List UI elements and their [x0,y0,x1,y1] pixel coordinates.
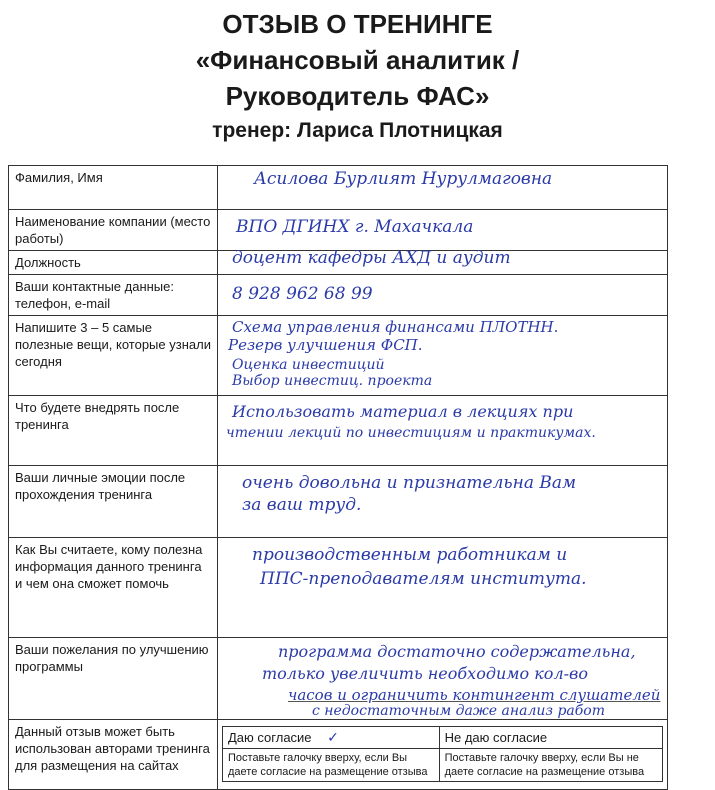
label-name: Фамилия, Имя [9,166,218,210]
label-audience: Как Вы считаете, кому полезна информация данного тренинга и чем она сможет помочь [9,538,218,638]
row-contacts [9,275,668,316]
feedback-form [8,165,668,790]
label-wishes: Ваши пожелания по улучшению программы [9,638,218,720]
handwritten-wishes-1: программа достаточно содержательна, [278,642,636,661]
document-header [0,6,715,146]
title-line-3: Руководитель ФАС» [225,81,490,111]
handwritten-company: ВПО ДГИНХ г. Махачкала [236,217,474,237]
row-implement [9,396,668,466]
handwritten-emotions-2: за ваш труд. [242,495,362,515]
disagree-label: Не даю согласие [444,730,548,745]
label-useful: Напишите 3 – 5 самые полезные вещи, которые узнали сегодня [9,316,218,396]
title-line-2: «Финансовый аналитик / [195,45,520,75]
row-wishes [9,638,668,720]
row-useful [9,316,668,396]
handwritten-contacts: 8 928 962 68 99 [232,284,373,304]
answer-company[interactable] [218,210,668,251]
disagree-hint: Поставьте галочку вверху, если Вы не даете согласие на размещение отзыва [439,749,662,782]
row-audience [9,538,668,638]
label-consent: Данный отзыв может быть использован авторами тренинга для размещения на сайтах [9,720,218,790]
row-emotions [9,466,668,538]
handwritten-emotions-1: очень довольна и признательна Вам [242,473,577,493]
handwritten-useful-2: Резерв улучшения ФСП. [228,336,423,354]
label-implement: Что будете внедрять после тренинга [9,396,218,466]
label-contacts: Ваши контактные данные: телефон, e-mail [9,275,218,316]
trainer-name: тренер: Лариса Плотницкая [212,119,503,142]
agree-hint: Поставьте галочку вверху, если Вы даете согласие на размещение отзыва [223,749,440,782]
answer-position[interactable] [218,248,668,275]
title-line-1: ОТЗЫВ О ТРЕНИНГЕ [222,9,493,39]
answer-implement[interactable] [218,396,668,466]
answer-audience[interactable] [218,538,668,638]
row-consent [9,720,668,790]
answer-name[interactable] [218,166,668,210]
label-company: Наименование компании (место работы) [9,210,218,251]
handwritten-wishes-4: с недостаточным даже анализ работ [312,703,606,719]
handwritten-implement-1: Использовать материал в лекциях при [232,402,574,421]
answer-useful[interactable] [218,316,668,396]
label-position: Должность [9,251,218,275]
consent-table [222,726,663,782]
handwritten-position: доцент кафедры АХД и аудит [232,248,511,268]
handwritten-name: Асилова Бурлият Нурулмаговна [254,169,553,189]
handwritten-useful-4: Выбор инвестиц. проекта [232,373,433,389]
answer-contacts[interactable] [218,275,668,316]
row-position [9,251,668,275]
handwritten-implement-2: чтении лекций по инвестициям и практикумах. [226,425,596,441]
row-company [9,210,668,251]
handwritten-audience-2: ППС-преподавателям института. [260,569,587,589]
handwritten-useful-1: Схема управления финансами ПЛОТНН. [232,318,559,336]
handwritten-audience-1: производственным работникам и [252,545,568,565]
checkmark-icon: ✓ [327,729,339,745]
handwritten-useful-3: Оценка инвестиций [232,357,385,373]
answer-emotions[interactable] [218,466,668,538]
handwritten-wishes-2: только увеличить необходимо кол-во [262,664,588,683]
label-emotions: Ваши личные эмоции после прохождения тренинга [9,466,218,538]
answer-wishes[interactable] [218,638,668,720]
handwritten-wishes-3: часов и ограничить контингент слушателей [288,686,661,704]
consent-cell [218,720,668,790]
consent-disagree-option[interactable] [439,727,662,749]
consent-agree-option[interactable] [223,727,440,749]
row-name [9,166,668,210]
agree-label: Даю согласие [228,730,312,745]
